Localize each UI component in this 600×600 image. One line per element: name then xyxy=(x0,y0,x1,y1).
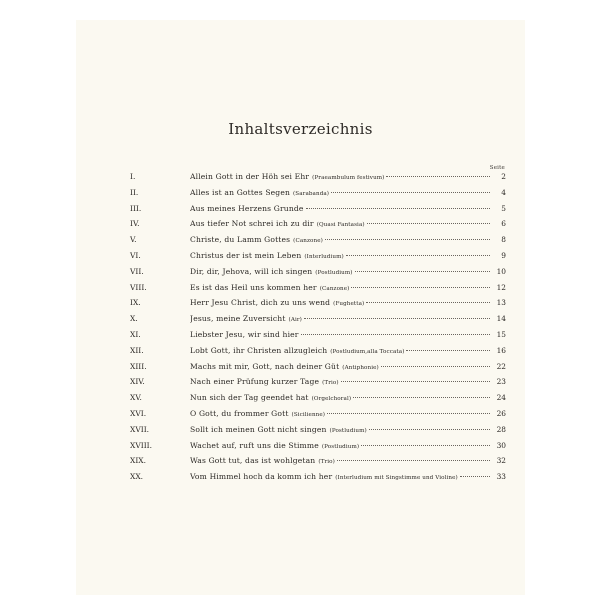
toc-entry-page: 28 xyxy=(496,424,506,434)
toc-entry-subtitle: (Fughetta) xyxy=(333,301,365,308)
toc-entry-number: VI. xyxy=(130,250,141,260)
dot-leader xyxy=(361,445,490,446)
dot-leader xyxy=(304,318,490,319)
toc-entry-page: 5 xyxy=(501,203,506,213)
toc-entry-title: Jesus, meine Zuversicht xyxy=(190,314,286,324)
dot-leader xyxy=(460,476,490,477)
toc-entry-text xyxy=(190,314,302,323)
toc-entry-subtitle: (Canzone) xyxy=(293,238,323,245)
toc-entry xyxy=(76,393,525,409)
toc-entry xyxy=(76,172,525,188)
dot-leader xyxy=(327,413,490,414)
dot-leader xyxy=(386,176,490,177)
toc-entry-page: 12 xyxy=(496,282,506,292)
toc-entry xyxy=(76,188,525,204)
toc-entry-text xyxy=(190,456,335,465)
page-column-label: Seite xyxy=(489,165,505,171)
toc-entry-page: 9 xyxy=(501,250,506,260)
toc-entry-title: Wachet auf, ruft uns die Stimme xyxy=(190,440,319,450)
dot-leader xyxy=(366,302,490,303)
toc-entry-title: Herr Jesu Christ, dich zu uns wend xyxy=(190,298,331,308)
toc-entry-text xyxy=(190,409,325,418)
toc-entry-text xyxy=(190,441,359,450)
toc-entry-number: XV. xyxy=(130,393,142,403)
toc-entry-page: 13 xyxy=(496,298,506,308)
dot-leader xyxy=(355,271,490,272)
toc-entry xyxy=(76,267,525,283)
toc-entry-subtitle: (Sicilienne) xyxy=(291,411,326,418)
toc-entry xyxy=(76,219,525,235)
toc-entry-page: 15 xyxy=(496,329,506,339)
toc-entry-text xyxy=(190,298,364,307)
toc-entry-number: XIII. xyxy=(130,361,147,371)
dot-leader xyxy=(351,287,490,288)
toc-entry-subtitle: (Antiphonie) xyxy=(342,364,379,371)
dot-leader xyxy=(346,255,490,256)
toc-entry-number: I. xyxy=(130,172,136,181)
toc-entry-page: 14 xyxy=(496,314,506,324)
dot-leader xyxy=(367,223,490,224)
toc-entry-number: II. xyxy=(130,187,139,197)
toc-entry-subtitle: (Trio) xyxy=(318,459,335,466)
toc-entry-number: IX. xyxy=(130,298,141,308)
toc-entry-title: Aus meines Herzens Grunde xyxy=(190,203,304,213)
toc-entry-title: Nach einer Prüfung kurzer Tage xyxy=(190,377,320,387)
toc-entry-number: IV. xyxy=(130,219,140,229)
toc-entry-page: 4 xyxy=(501,187,506,197)
dot-leader xyxy=(369,429,490,430)
dot-leader xyxy=(341,381,490,382)
toc-entry-title: Was Gott tut, das ist wohlgetan xyxy=(190,456,316,466)
toc-entry xyxy=(76,456,525,472)
toc-entry-text xyxy=(190,362,379,371)
toc-entry-number: X. xyxy=(130,314,138,324)
toc-entry-subtitle: (Postludium) xyxy=(329,427,367,434)
toc-entry-text xyxy=(190,330,299,339)
toc-entry-page: 10 xyxy=(496,266,506,276)
toc-entry-title: Sollt ich meinen Gott nicht singen xyxy=(190,424,327,434)
dot-leader xyxy=(301,334,490,335)
toc-entry-subtitle: (Praeambulum festivum) xyxy=(312,175,385,181)
toc-entry-page: 8 xyxy=(501,235,506,245)
toc-entry-text xyxy=(190,235,323,244)
toc-entry-text xyxy=(190,377,339,386)
toc-entry xyxy=(76,425,525,441)
toc-entry-subtitle: (Air) xyxy=(288,317,302,324)
dot-leader xyxy=(337,460,490,461)
toc-entry-title: Lobt Gott, ihr Christen allzugleich xyxy=(190,345,328,355)
toc-entry-title: Vom Himmel hoch da komm ich her xyxy=(190,472,333,482)
dot-leader xyxy=(406,350,490,351)
toc-entry-page: 33 xyxy=(496,472,506,482)
toc-entry xyxy=(76,251,525,267)
toc-entry-number: VIII. xyxy=(130,282,147,292)
toc-entry xyxy=(76,377,525,393)
toc-entry-subtitle: (Interludium) xyxy=(304,253,344,260)
toc-entry-subtitle: (Trio) xyxy=(322,380,339,387)
toc-entry-text xyxy=(190,346,404,355)
toc-entry-title: Es ist das Heil uns kommen her xyxy=(190,282,317,292)
toc-entry-title: Dir, dir, Jehova, will ich singen xyxy=(190,266,313,276)
toc-entry-text xyxy=(190,283,349,292)
toc-entry-subtitle: (Sarabanda) xyxy=(293,190,330,197)
dot-leader xyxy=(381,366,490,367)
toc-entry-text xyxy=(190,172,384,181)
dot-leader xyxy=(325,239,490,240)
toc-entry-subtitle: (Orgelchoral) xyxy=(311,396,352,403)
toc-entry xyxy=(76,409,525,425)
toc-entry xyxy=(76,472,525,488)
dot-leader xyxy=(306,208,490,209)
toc-entry-number: XI. xyxy=(130,329,141,339)
toc-entry-title: Alles ist an Gottes Segen xyxy=(190,187,291,197)
dot-leader xyxy=(331,192,490,193)
toc-entry-subtitle: (Quasi Fantasia) xyxy=(316,222,365,229)
toc-entry-number: V. xyxy=(130,235,137,245)
toc-entry-page: 24 xyxy=(496,393,506,403)
toc-entry xyxy=(76,346,525,362)
toc-entry-number: XIX. xyxy=(130,456,147,466)
toc-entry-subtitle: (Interludium mit Singstimme und Violine) xyxy=(335,475,458,482)
toc-entry-page: 6 xyxy=(501,219,506,229)
toc-entry-page: 32 xyxy=(496,456,506,466)
toc-entry xyxy=(76,283,525,299)
table-of-contents xyxy=(76,172,525,488)
toc-entry-text xyxy=(190,267,353,276)
document-page xyxy=(76,20,525,595)
toc-entry-subtitle: (Postludium,alla Toccata) xyxy=(330,348,405,355)
toc-entry xyxy=(76,362,525,378)
toc-entry-subtitle: (Postludium) xyxy=(315,269,353,276)
dot-leader xyxy=(353,397,490,398)
toc-entry-title: Aus tiefer Not schrei ich zu dir xyxy=(190,219,314,229)
toc-entry-title: O Gott, du frommer Gott xyxy=(190,408,289,418)
toc-entry-text xyxy=(190,251,344,260)
toc-entry xyxy=(76,441,525,457)
toc-entry-title: Christe, du Lamm Gottes xyxy=(190,235,291,245)
toc-entry-subtitle: (Postludium) xyxy=(321,443,360,450)
toc-entry-number: XVI. xyxy=(130,408,147,418)
toc-entry-page: 22 xyxy=(496,361,506,371)
toc-entry-text xyxy=(190,425,367,434)
toc-entry-text xyxy=(190,472,458,481)
toc-entry-page: 23 xyxy=(496,377,506,387)
page-title: Inhaltsverzeichnis xyxy=(228,120,373,138)
toc-entry-number: XII. xyxy=(130,345,144,355)
toc-entry-title: Liebster Jesu, wir sind hier xyxy=(190,329,299,339)
toc-entry-page: 2 xyxy=(501,172,506,181)
toc-entry-subtitle: (Canzone) xyxy=(319,285,350,292)
toc-entry-number: XIV. xyxy=(130,377,145,387)
toc-entry-number: VII. xyxy=(130,266,144,276)
toc-entry xyxy=(76,330,525,346)
toc-entry-page: 26 xyxy=(496,408,506,418)
toc-entry xyxy=(76,298,525,314)
toc-entry-title: Machs mit mir, Gott, nach deiner Güt xyxy=(190,361,340,371)
toc-entry-text xyxy=(190,188,329,197)
toc-entry-number: XVII. xyxy=(130,424,150,434)
toc-entry-text xyxy=(190,219,365,228)
toc-entry-text xyxy=(190,204,304,213)
toc-entry-title: Allein Gott in der Höh sei Ehr xyxy=(190,172,310,181)
toc-entry-number: XVIII. xyxy=(130,440,153,450)
toc-entry xyxy=(76,235,525,251)
toc-entry-title: Nun sich der Tag geendet hat xyxy=(190,393,309,403)
toc-entry xyxy=(76,314,525,330)
toc-entry-number: III. xyxy=(130,203,142,213)
toc-entry-title: Christus der ist mein Leben xyxy=(190,250,302,260)
toc-entry-page: 30 xyxy=(496,440,506,450)
toc-entry-text xyxy=(190,393,351,402)
toc-entry-page: 16 xyxy=(496,345,506,355)
toc-entry-number: XX. xyxy=(130,472,144,482)
toc-entry xyxy=(76,204,525,220)
